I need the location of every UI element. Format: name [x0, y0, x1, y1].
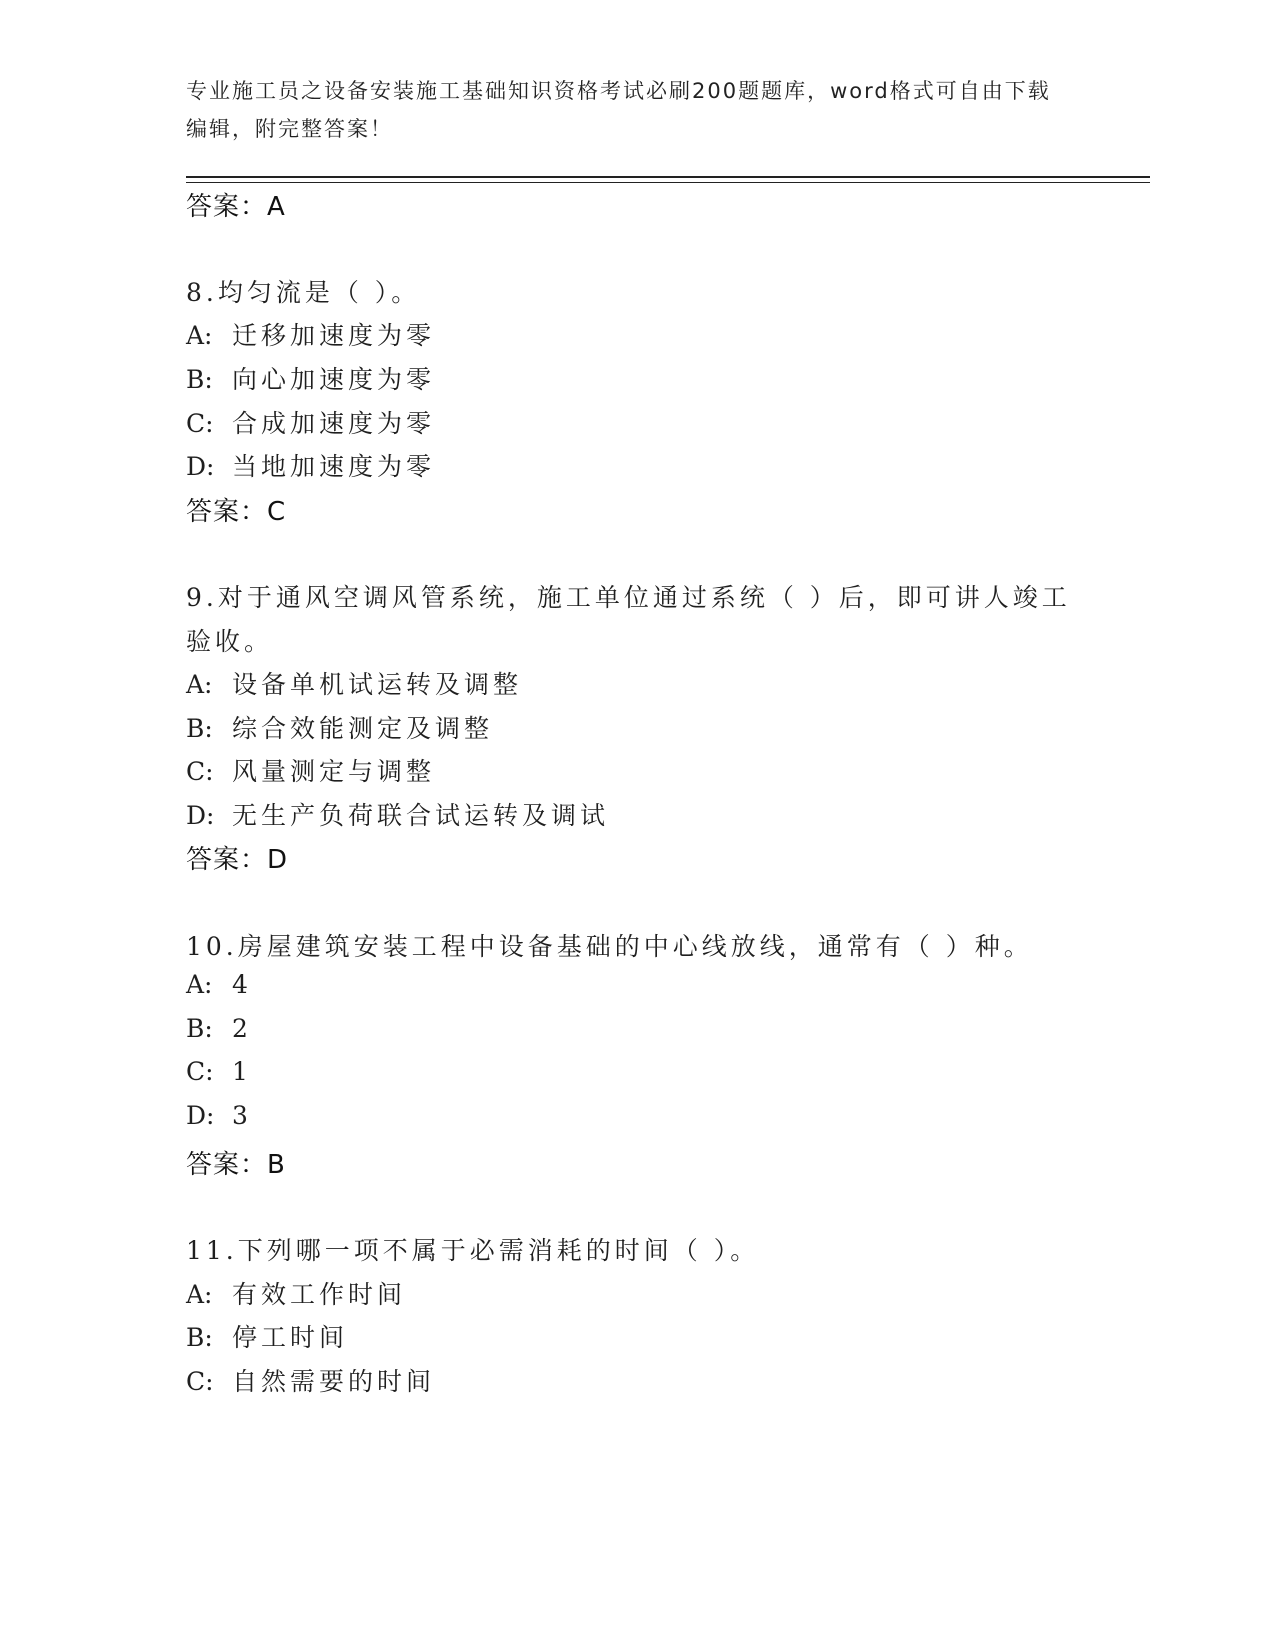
- option-b: [186, 1318, 348, 1354]
- answer: 答案：C: [186, 497, 287, 527]
- option-text: 有效工作时间: [232, 1280, 407, 1309]
- option-b: [186, 360, 435, 396]
- option-text: 无生产负荷联合试运转及调试: [232, 801, 610, 830]
- option-text: 综合效能测定及调整: [232, 714, 494, 743]
- option-label: A:: [186, 1280, 213, 1309]
- option-text: 当地加速度为零: [232, 452, 436, 481]
- option-text: 1: [232, 1057, 252, 1086]
- question-stem: 8.均匀流是（ ）。: [186, 278, 421, 307]
- option-c: [186, 1362, 435, 1398]
- option-b: [186, 709, 493, 745]
- option-label: C:: [186, 1367, 214, 1396]
- option-label: D:: [186, 1101, 215, 1130]
- option-c: [186, 404, 435, 440]
- option-label: C:: [186, 1057, 214, 1086]
- option-text: 风量测定与调整: [232, 757, 436, 786]
- option-c: [186, 752, 435, 788]
- question-stem: 10.房屋建筑安装工程中设备基础的中心线放线，通常有（ ）种。: [186, 932, 1033, 961]
- header-divider-thick: [186, 176, 1150, 178]
- option-a: [186, 970, 252, 999]
- option-c: [186, 1057, 252, 1086]
- question-stem: 11.下列哪一项不属于必需消耗的时间（ ）。: [186, 1236, 760, 1265]
- option-text: 设备单机试运转及调整: [232, 670, 523, 699]
- option-text: 3: [232, 1101, 252, 1130]
- question-stem-continued: 验收。: [186, 627, 274, 656]
- option-label: A:: [186, 321, 213, 350]
- option-b: [186, 1014, 252, 1043]
- option-label: C:: [186, 409, 214, 438]
- header-divider-thin: [186, 182, 1150, 183]
- option-text: 迁移加速度为零: [232, 321, 436, 350]
- previous-answer: 答案：A: [186, 192, 286, 222]
- page-header-title: 专业施工员之设备安装施工基础知识资格考试必刷200题题库，word格式可自由下载编辑，附完整答案！: [186, 79, 1051, 141]
- option-label: B:: [186, 1323, 213, 1352]
- option-label: D:: [186, 801, 215, 830]
- option-text: 停工时间: [232, 1323, 349, 1352]
- answer: 答案：D: [186, 845, 289, 875]
- option-d: [186, 796, 609, 832]
- option-label: B:: [186, 1014, 213, 1043]
- option-label: D:: [186, 452, 215, 481]
- option-d: [186, 447, 435, 483]
- option-text: 向心加速度为零: [232, 365, 436, 394]
- option-label: A:: [186, 970, 213, 999]
- option-label: C:: [186, 757, 214, 786]
- option-a: [186, 1275, 406, 1311]
- option-text: 4: [232, 970, 252, 999]
- option-text: 合成加速度为零: [232, 409, 436, 438]
- question-stem: 9.对于通风空调风管系统，施工单位通过系统（ ）后，即可讲人竣工: [186, 583, 1071, 612]
- option-d: [186, 1101, 252, 1130]
- option-a: [186, 316, 435, 352]
- option-label: B:: [186, 365, 213, 394]
- option-a: [186, 665, 522, 701]
- option-label: B:: [186, 714, 213, 743]
- option-text: 自然需要的时间: [232, 1367, 436, 1396]
- option-label: A:: [186, 670, 213, 699]
- option-text: 2: [232, 1014, 252, 1043]
- answer: 答案：B: [186, 1150, 286, 1180]
